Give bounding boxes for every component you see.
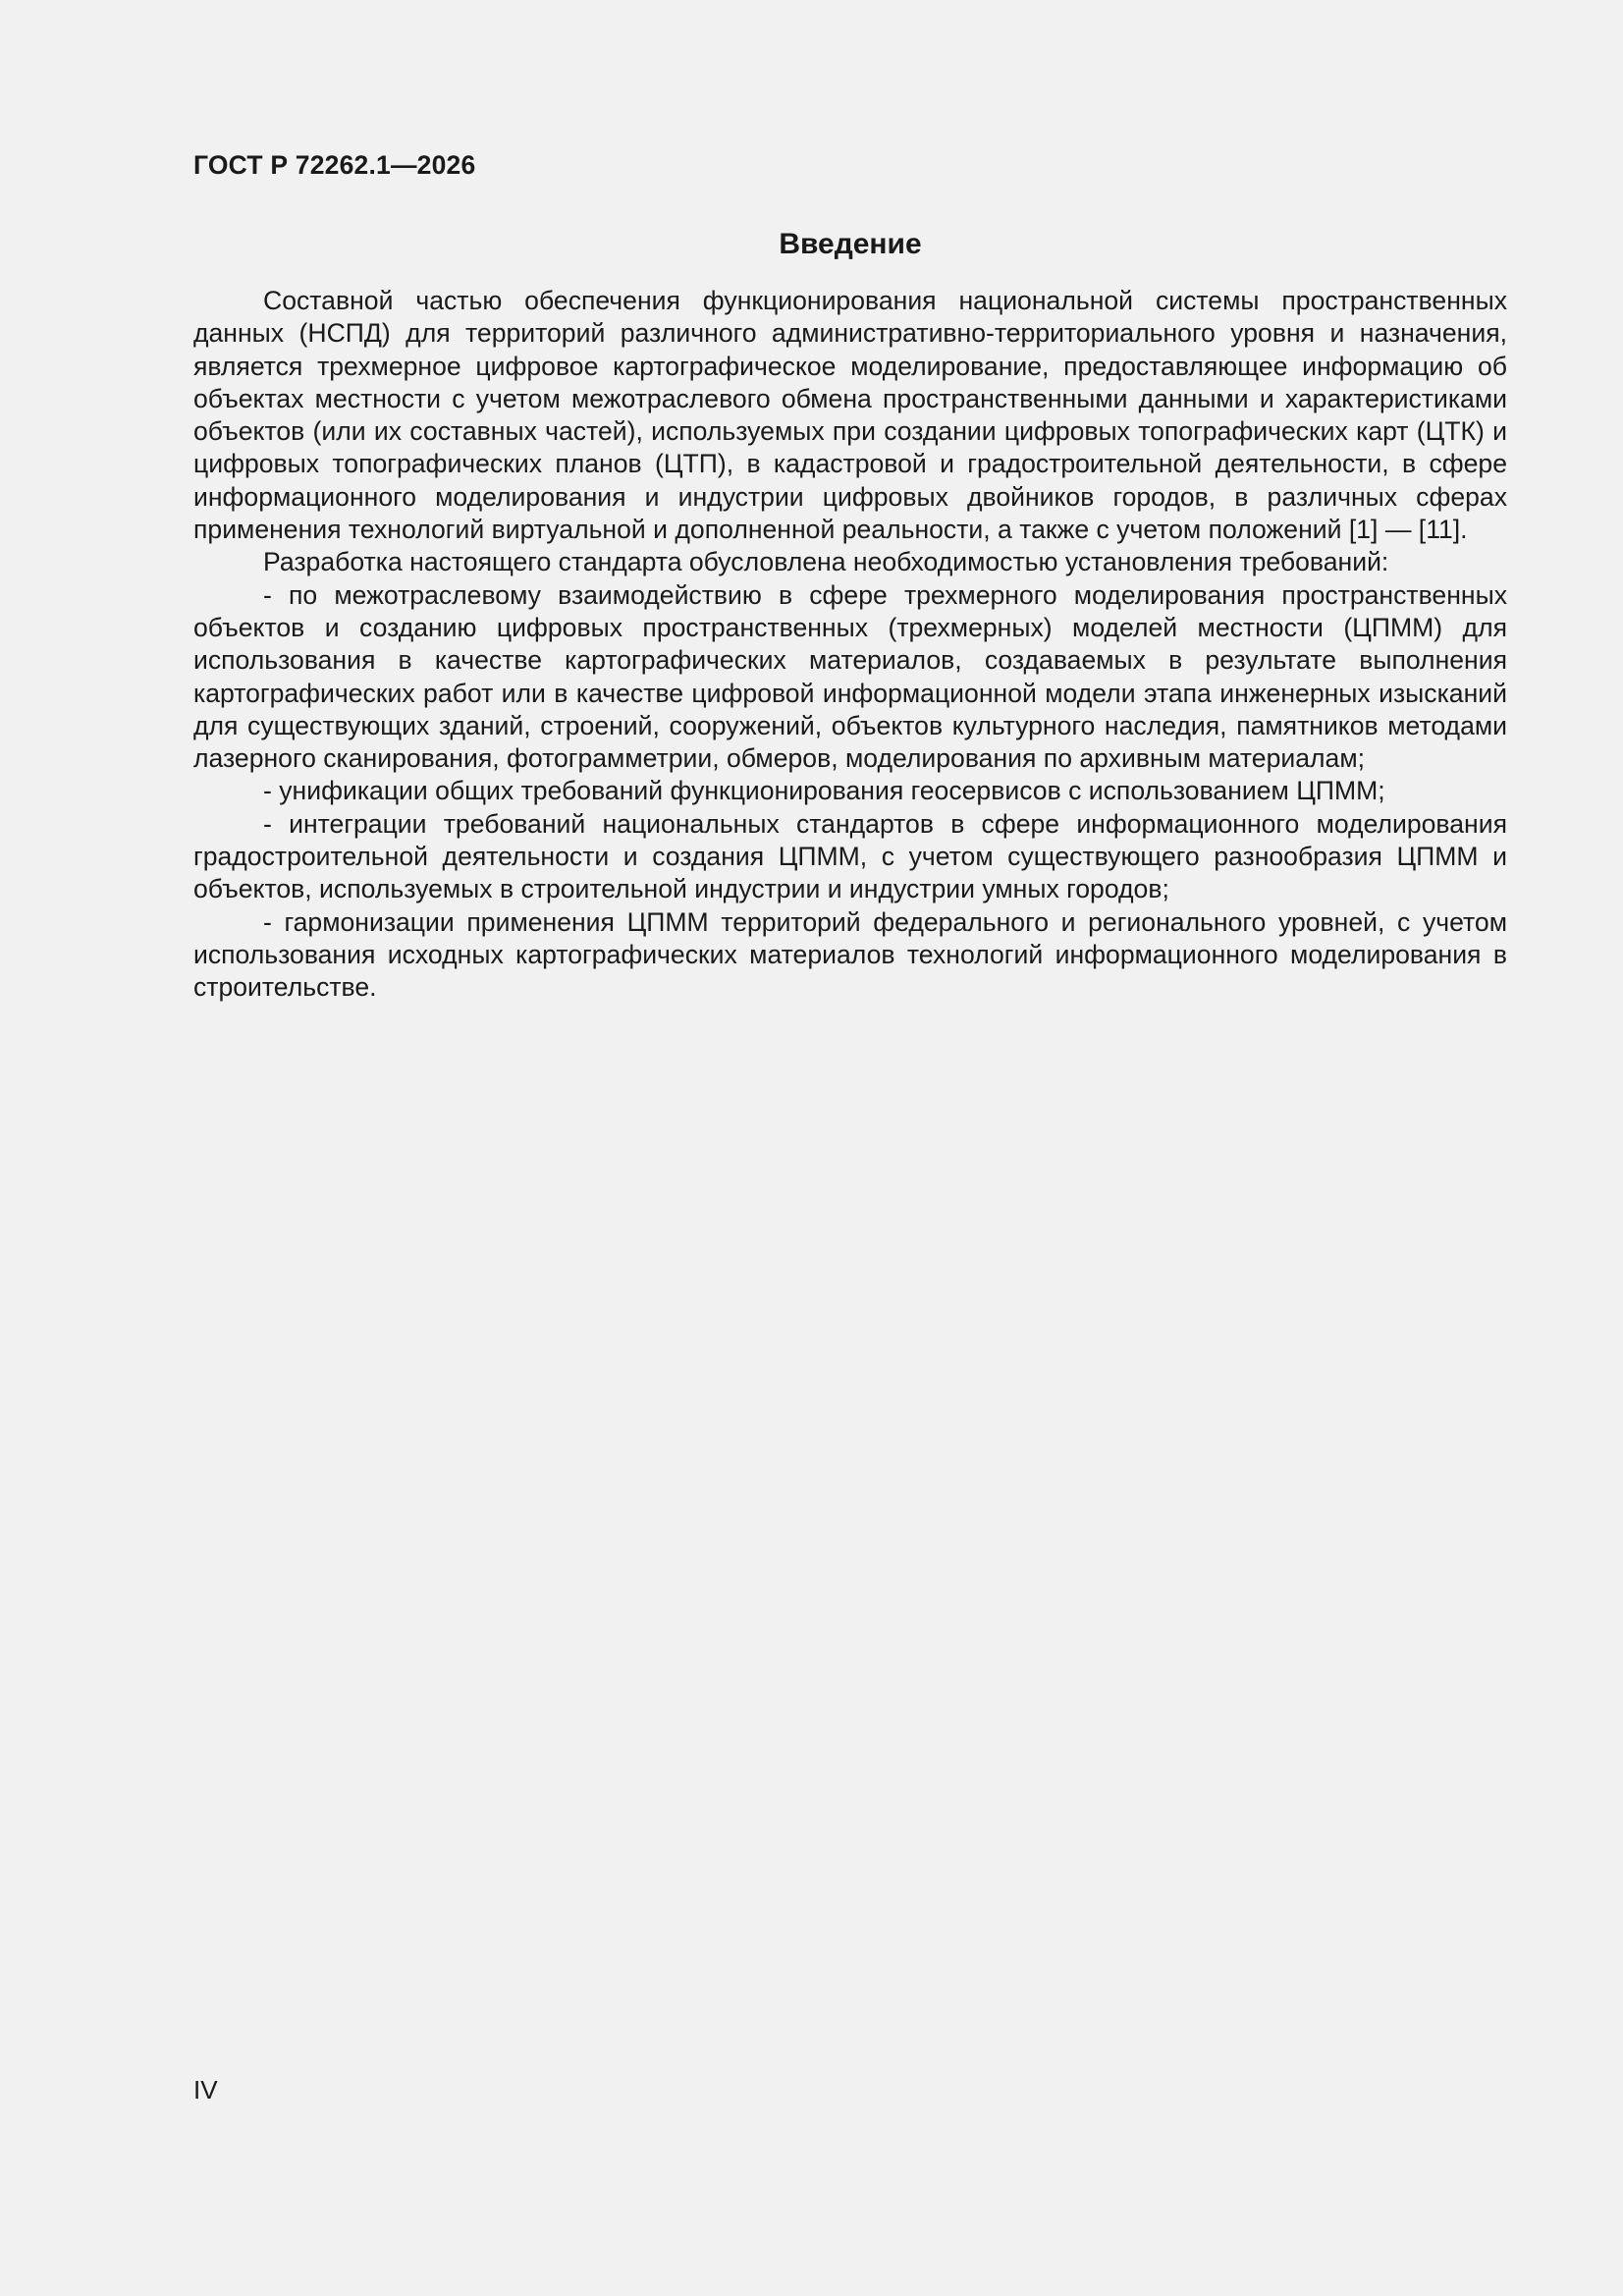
body-text	[193, 285, 1507, 1005]
list-item-harmonization: - гармонизации применения ЦПММ территорий федерального и регионального уровней, с учетом использования исходных картографических материалов технологий информационного моделирования в строительстве.	[193, 906, 1507, 1003]
paragraph-intro: Составной частью обеспечения функционирования национальной системы пространственных данных (НСПД) для территорий различного административно-территориального уровня и назначения, является трехмерное цифровое картографическое моделирование, предоставляющее информацию об объектах местности с учетом межотраслевого обмена пространственными данными и характеристиками объектов (или их составных частей), используемых при создании цифровых топографических карт (ЦТК) и цифровых топографических планов (ЦТП), в кадастровой и градостроительной деятельности, в сфере информационного моделирования и индустрии цифровых двойников городов, в различных сферах применения технологий виртуальной и дополненной реальности, а также с учетом положений [1] — [11].	[193, 286, 1507, 545]
list-item-interindustry: - по межотраслевому взаимодействию в сфере трехмерного моделирования пространственных объектов и созданию цифровых пространственных (трехмерных) моделей местности (ЦПММ) для использования в качестве картографических материалов, создаваемых в результате выполнения картографических работ или в качестве цифровой информационной модели этапа инженерных изысканий для существующих зданий, строений, сооружений, объектов культурного наследия, памятников методами лазерного сканирования, фотограмметрии, обмеров, моделирования по архивным материалам;	[193, 579, 1507, 774]
list-item-standards-integration: - интеграции требований национальных стандартов в сфере информационного моделирования градостроительной деятельности и создания ЦПММ, с учетом существующего разнообразия ЦПММ и объектов, используемых в строительной индустрии и индустрии умных городов;	[193, 808, 1507, 904]
paragraph-requirements-lead: Разработка настоящего стандарта обусловлена необходимостью установления требований:	[263, 547, 1389, 577]
section-title: Введение	[779, 228, 922, 260]
document-code: ГОСТ Р 72262.1—2026	[193, 150, 476, 180]
list-item-geoservices: - унификации общих требований функционирования геосервисов с использованием ЦПММ;	[263, 776, 1385, 806]
page-number: IV	[193, 2075, 218, 2105]
